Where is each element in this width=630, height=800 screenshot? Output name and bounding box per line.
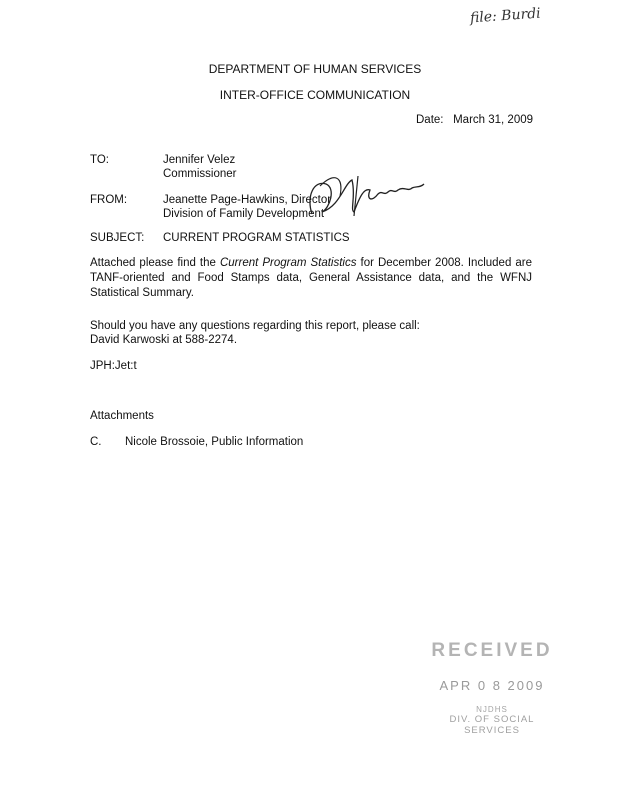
stamp-division: DIV. OF SOCIAL SERVICES [449, 714, 535, 736]
from-label: FROM: [90, 194, 128, 206]
typist-initials: JPH:Jet:t [90, 360, 137, 372]
body-p1-after: for December 2008. Included are TANF-oriented and Food Stamps data, General Assistance data, and the WFNJ Statistical Summary. [90, 257, 532, 299]
subject-label: SUBJECT: [90, 232, 145, 244]
from-name: Jeanette Page-Hawkins, Director [163, 194, 332, 206]
attachments-label: Attachments [90, 410, 154, 422]
date-line [416, 114, 533, 126]
report-title: Current Program Statistics [219, 257, 357, 269]
from-division: Division of Family Development [163, 208, 325, 220]
department-heading: DEPARTMENT OF HUMAN SERVICES [208, 62, 422, 76]
handwritten-file-note: file: Burdi [469, 5, 542, 27]
stamp-date: APR 0 8 2009 [439, 678, 545, 693]
stamp-agency: NJDHS [476, 705, 508, 714]
body-paragraph-2-line-2: David Karwoski at 588-2274. [90, 334, 238, 346]
cc-label: C. [90, 436, 102, 448]
to-title: Commissioner [163, 168, 237, 180]
cc-value: Nicole Brossoie, Public Information [125, 436, 304, 448]
to-label: TO: [90, 154, 109, 166]
memo-type-heading: INTER-OFFICE COMMUNICATION [219, 88, 411, 102]
stamp-received-text: RECEIVED [431, 640, 553, 661]
date-label: Date: [416, 114, 444, 126]
to-name: Jennifer Velez [163, 154, 236, 166]
subject-value: CURRENT PROGRAM STATISTICS [163, 232, 350, 244]
body-paragraph-2-line-1: Should you have any questions regarding this report, please call: [90, 320, 420, 332]
date-value: March 31, 2009 [453, 114, 534, 126]
body-p1-before: Attached please find the [90, 257, 220, 269]
body-paragraph-1 [90, 256, 532, 301]
received-stamp [422, 640, 562, 740]
signature-graphic [300, 166, 430, 226]
